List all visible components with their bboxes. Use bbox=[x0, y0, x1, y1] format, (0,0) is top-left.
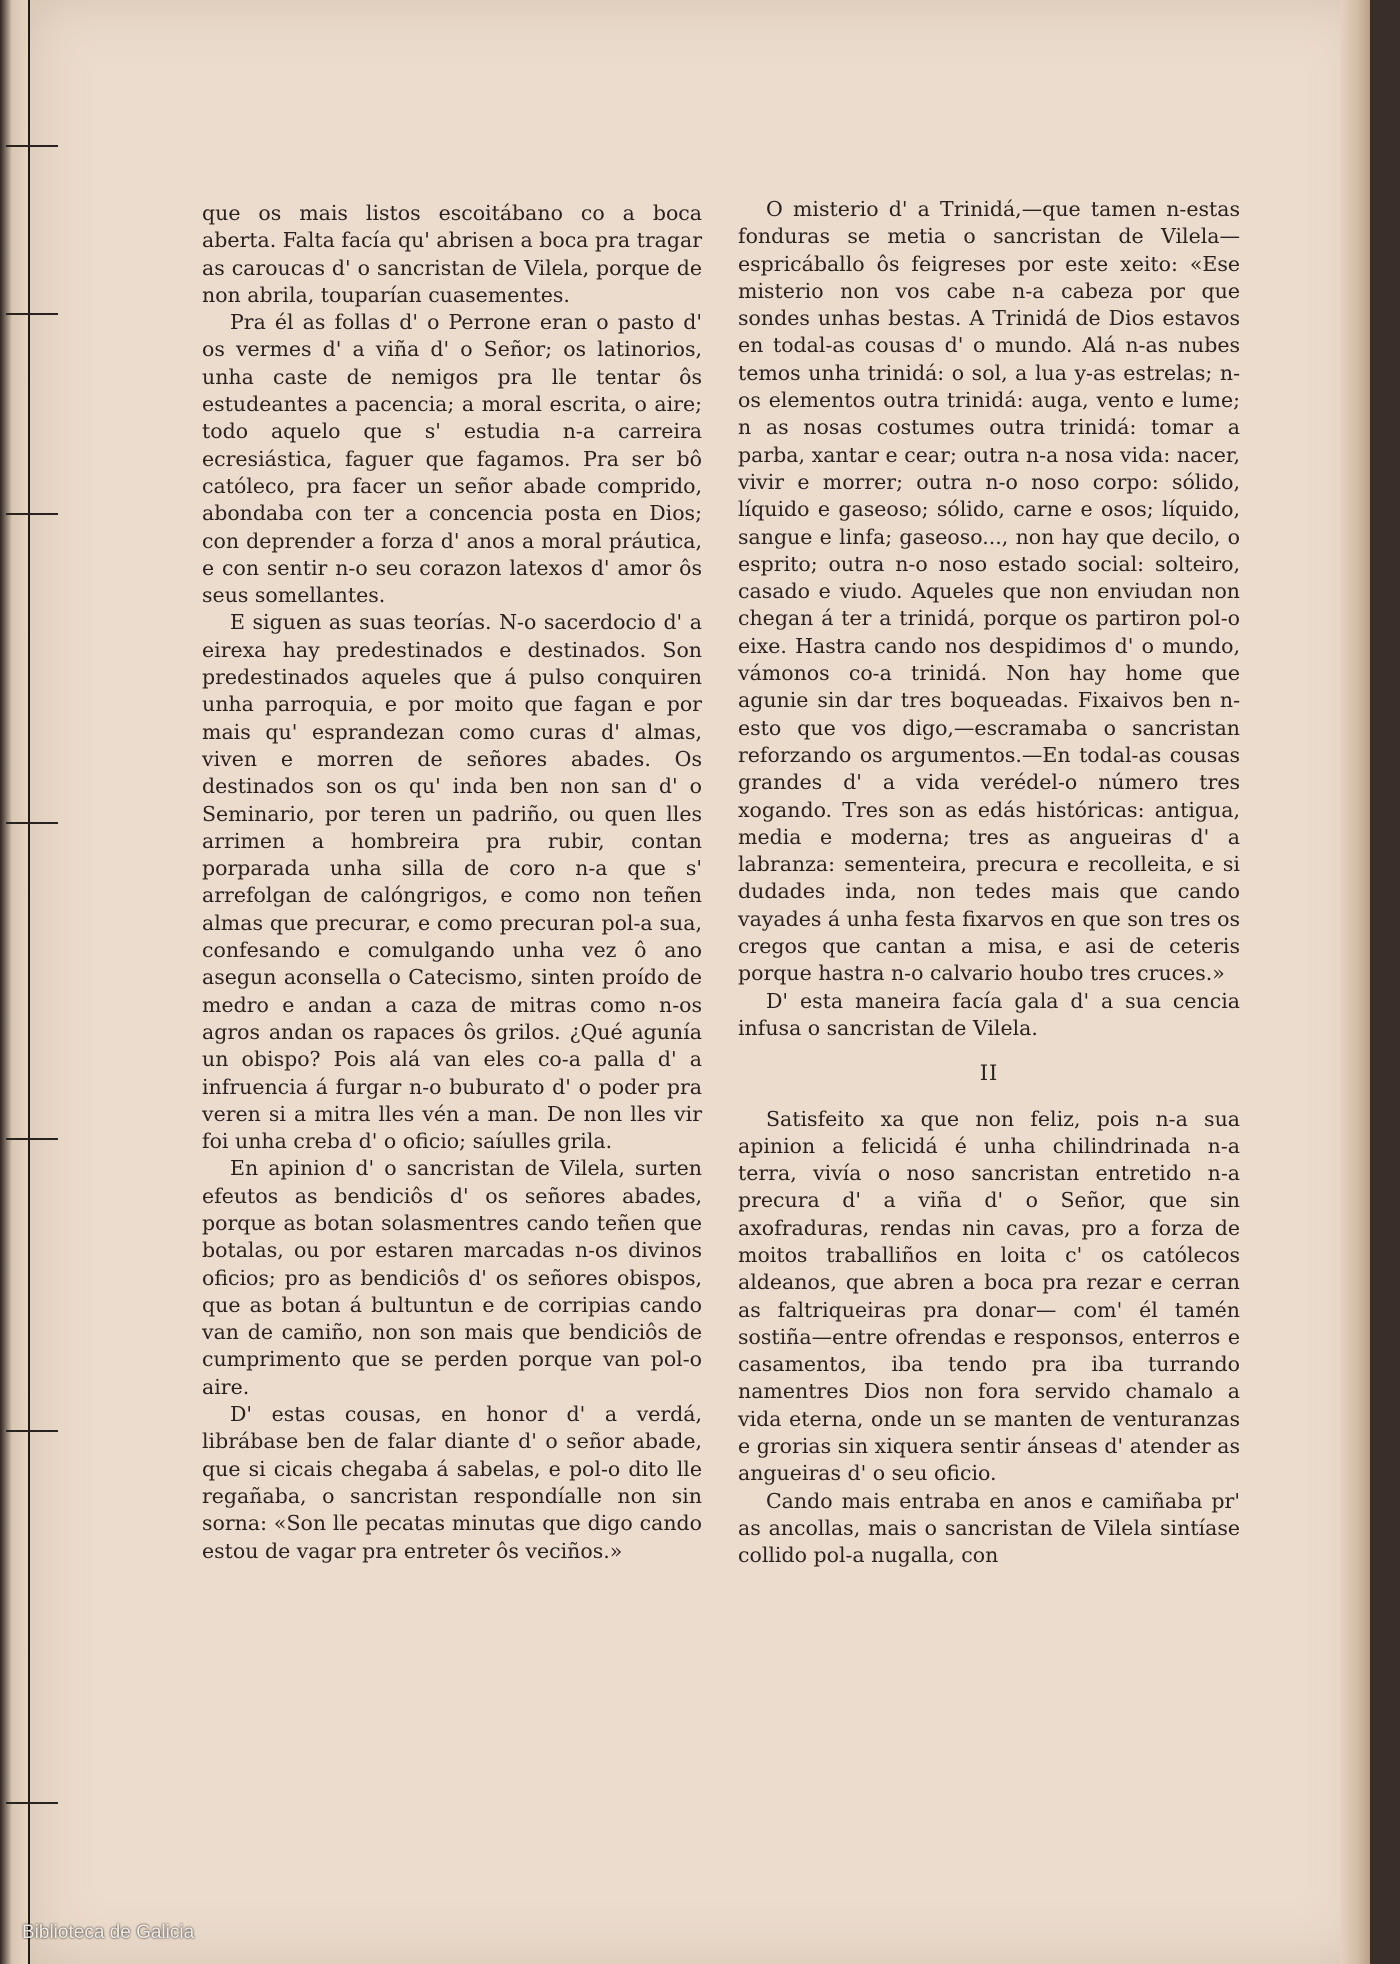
stitch-mark bbox=[6, 313, 58, 315]
paragraph: Satisfeito xa que non feliz, pois n-a sua apinion a felicidá é unha chilindrinada n-a terra, vivía o noso sancristan entretido n-a precura d' a viña d' o Señor, que sin axofraduras, rendas nin cavas, pro a forza de moitos traballiños en loita c' os católecos aldeanos, que abren a boca pra rezar e cerran as faltriqueiras pra donar— com' él tamén sostiña—entre ofrendas e responsos, enterros e casamentos, iba tendo pra iba turrando namentres Dios non fora servido chamalo a vida eterna, onde un se manten de venturanzas e grorias sin xiquera sentir ánseas d' atender as angueiras d' o seu oficio. bbox=[738, 1106, 1240, 1486]
paragraph: D' estas cousas, en honor d' a verdá, librábase ben de falar diante d' o señor abade, que si cicais chegaba á sabelas, e pol-o dito lle regañaba, o sancristan respondíalle non sin sorna: «Son lle pecatas minutas que digo cando estou de vagar pra entreter ôs veciños.» bbox=[202, 1402, 702, 1563]
stitch-mark bbox=[6, 822, 58, 824]
paragraph: D' esta maneira facía gala d' a sua cencia infusa o sancristan de Vilela. bbox=[738, 988, 1240, 1040]
paragraph: E siguen as suas teorías. N-o sacerdocio d' a eirexa hay predestinados e destinados. Son predestinados aqueles que á pulso conquiren unha parroquia, e por moito que fagan e por mais qu' esprandezan como curas d' almas, viven e morren de señores abades. Os destinados son os qu' inda ben non san d' o Seminario, por teren un padriño, ou quen lles arrimen a hombreira pra rubir, contan porparada unha silla de coro n-a que s' arrefolgan de calóngrigos, e como non teñen almas que precurar, e como precuran pol-a sua, confesando e comulgando unha vez ô ano asegun aconsella o Catecismo, sinten proído de medro e andan a caza de mitras como n-os agros andan os rapaces ôs grilos. ¿Qué agunía un obispo? Pois alá van eles co-a palla d' a infruencia á furgar n-o buburato d' o poder pra veren si a mitra lles vén a man. De non lles vir foi unha creba d' o oficio; saíulles grila. bbox=[202, 610, 702, 1154]
spine-line bbox=[28, 0, 30, 1964]
stitch-mark bbox=[6, 1430, 58, 1432]
page-edge bbox=[1340, 0, 1370, 1964]
paragraph: que os mais listos escoitábano co a boca aberta. Falta facía qu' abrisen a boca pra tragar as caroucas d' o sancristan de Vilela, porque de non abrila, touparían cuasementes. bbox=[202, 201, 702, 307]
watermark-label: Biblioteca de Galicia bbox=[22, 1922, 195, 1943]
paragraph: O misterio d' a Trinidá,—que tamen n-estas fonduras se metia o sancristan de Vilela—espricáballo ôs feigreses por este xeito: «Ese misterio non vos cabe n-a cabeza por que sondes unhas bestas. A Trinidá de Dios estavos en todal-as cousas d' o mundo. Alá n-as nubes temos unha trinidá: o sol, a lua y-as estrelas; n-os elementos outra trinidá: auga, vento e lume; n as nosas costumes outra trinidá: tomar a parba, xantar e cear; outra n-a nosa vida: nacer, vivir e morrer; outra n-o noso corpo: sólido, líquido e gaseoso; sólido, carne e osos; líquido, sangue e linfa; gaseoso..., non hay que decilo, o esprito; outra n-o noso estado social: solteiro, casado e viudo. Aqueles que non enviudan non chegan á ter a trinidá, porque os partiron pol-o eixe. Hastra cando nos despidimos d' o mundo, vámonos co-a trinidá. Non hay home que agunie sin dar tres boqueadas. Fixaivos ben n-esto que vos digo,—escramaba o sancristan reforzando os argumentos.—En todal-as cousas grandes d' a vida verédel-o número tres xogando. Tres son as edás históricas: antigua, media e moderna; tres as angueiras d' a labranza: sementeira, precura e recolleita, e si dudades inda, non tedes mais que cando vayades á unha festa fixarvos en que son tres os cregos que cantan a misa, e asi de ceteris porque hastra n-o calvario houbo tres cruces.» bbox=[738, 197, 1240, 986]
right-text-column bbox=[738, 196, 1240, 1570]
paragraph: Pra él as follas d' o Perrone eran o pasto d' os vermes d' a viña d' o Señor; os latinorios, unha caste de nemigos pra lle tentar ôs estudeantes a pacencia; a moral escrita, o aire; todo aquelo que s' estudia n-a carreira ecresiástica, faguer que fagamos. Pra ser bô católeco, pra facer un señor abade comprido, abondaba con ter a concencia posta en Dios; con deprender a forza d' anos a moral práutica, e con sentir n-o seu corazon latexos d' amor ôs seus somellantes. bbox=[202, 310, 702, 608]
stitch-mark bbox=[6, 145, 58, 147]
paragraph: Cando mais entraba en anos e camiñaba pr' as ancollas, mais o sancristan de Vilela sintíase collido pol-a nugalla, con bbox=[738, 1488, 1240, 1568]
left-text-column bbox=[202, 200, 702, 1565]
book-page bbox=[30, 0, 1370, 1964]
stitch-mark bbox=[6, 1802, 58, 1804]
paragraph: En apinion d' o sancristan de Vilela, surten efeutos as bendiciôs d' os señores abades, porque as botan solasmentres cando teñen que botalas, ou por estaren marcadas n-os divinos oficios; pro as bendiciôs d' os señores obispos, que as botan á bultuntun e de corripias cando van de camiño, non son mais que bendiciôs de cumprimento que se perden porque van pol-o aire. bbox=[202, 1156, 702, 1399]
book-binding bbox=[0, 0, 30, 1964]
stitch-mark bbox=[6, 1138, 58, 1140]
section-heading: II bbox=[979, 1061, 999, 1086]
stitch-mark bbox=[6, 513, 58, 515]
